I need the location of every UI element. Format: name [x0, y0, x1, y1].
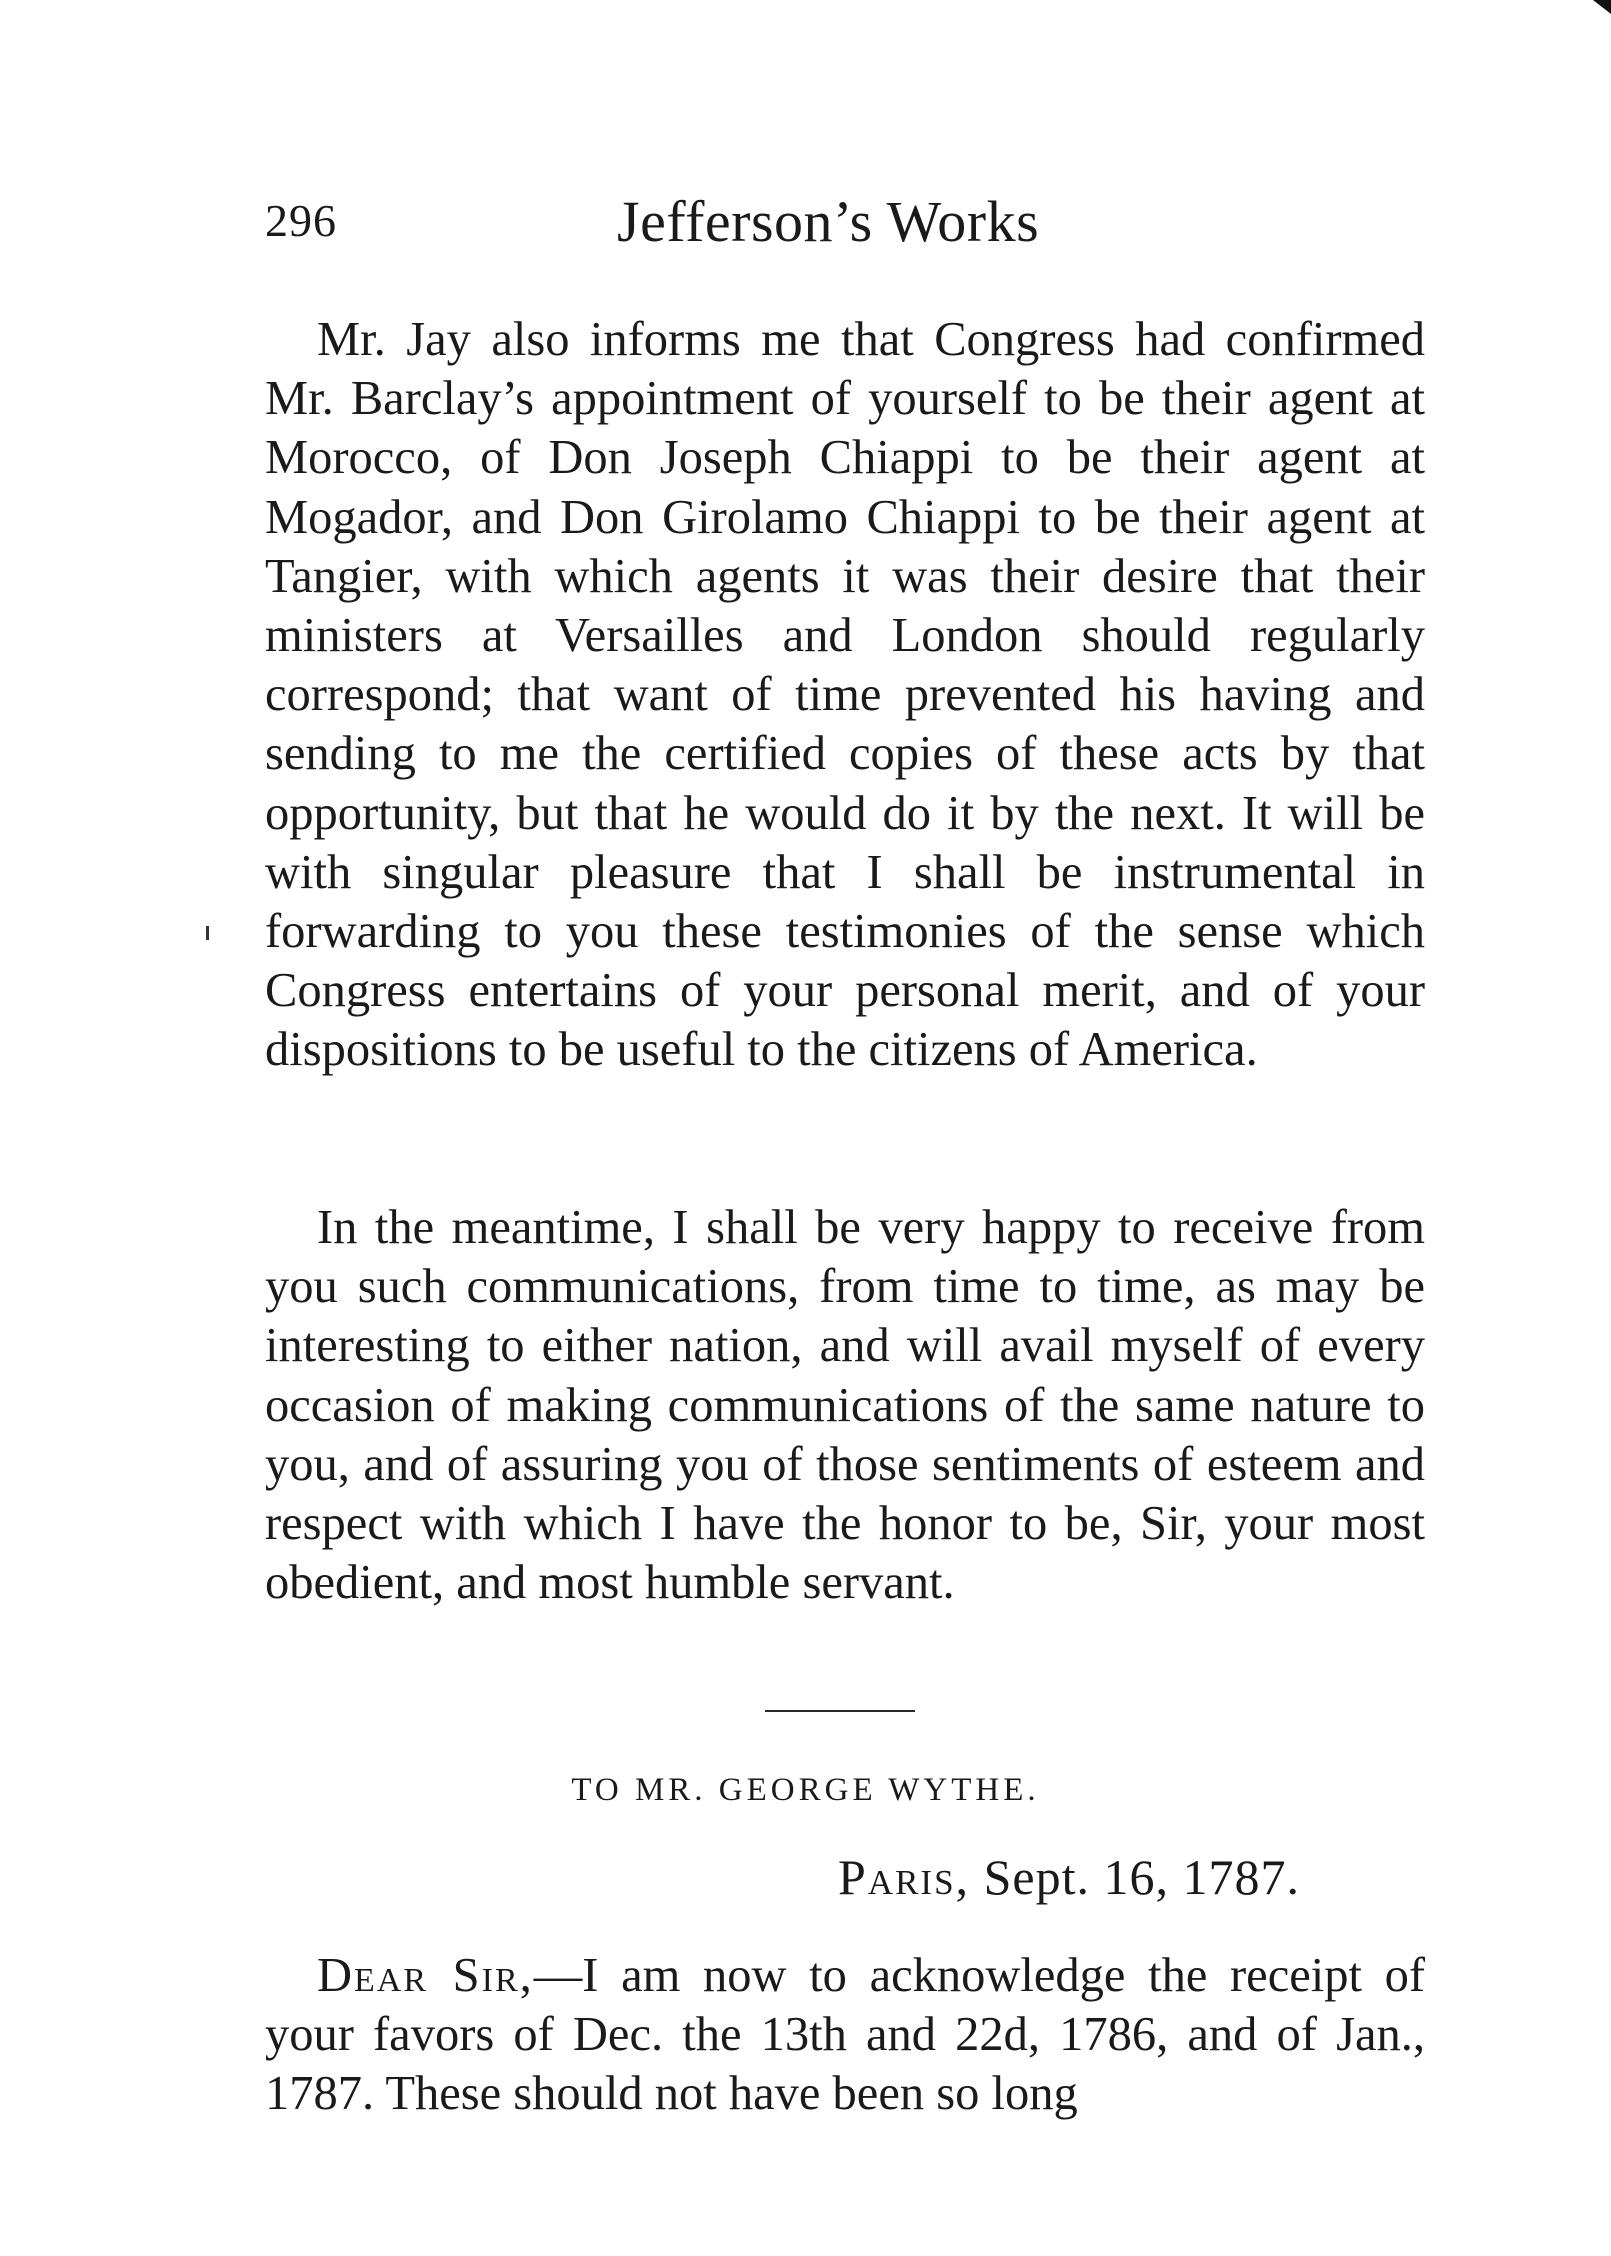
corner-scan-mark: [1593, 0, 1611, 14]
letter-body-text: —I am now to acknowledge the receipt of your favors of Dec. the 13th and 22d, 1786, and of Jan., 1787. These should not have been so long: [265, 1949, 1426, 2121]
body-paragraph-1: [265, 310, 1425, 1080]
salutation: Dear Sir,: [317, 1949, 534, 2002]
letter-paragraph: [265, 1946, 1425, 2124]
dateline-place: Paris,: [838, 1849, 971, 1905]
letter-heading: TO MR. GEORGE WYTHE.: [571, 1772, 1040, 1808]
margin-mark: [206, 926, 209, 940]
paragraph-text: Mr. Jay also informs me that Congress had confirmed Mr. Barclay’s appointment of yourself to be their agent at Morocco, of Don Joseph Chiappi to be their agent at Mogador, and Don Girolamo Chiappi to be their agent at Tangier, with which agents it was their desire that their ministers at Versailles and London should regularly correspond; that want of time prevented his having and sending to me the certified copies of these acts by that opportunity, but that he would do it by the next. It will be with singular pleasure that I shall be instrumental in forwarding to you these testimonies of the sense which Congress entertains of your personal merit, and of your dispositions to be useful to the citizens of America.: [265, 313, 1425, 1077]
section-divider: [765, 1710, 915, 1712]
paragraph-text: In the meantime, I shall be very happy to receive from you such communications, from time to time, as may be interesting to either nation, and will avail myself of every occasion of making communications of the same nature to you, and of assuring you of those sentiments of esteem and respect with which I have the honor to be, Sir, your most obedient, and most humble servant.: [265, 1201, 1425, 1610]
letter-dateline: [838, 1848, 1300, 1906]
letter-text: [265, 1946, 1425, 2124]
body-paragraph-2: [265, 1198, 1425, 1612]
running-title: Jefferson’s Works: [617, 189, 1040, 254]
page-number: 296: [265, 195, 337, 246]
page-header: [265, 188, 1425, 278]
dateline-date: Sept. 16, 1787.: [983, 1849, 1300, 1905]
